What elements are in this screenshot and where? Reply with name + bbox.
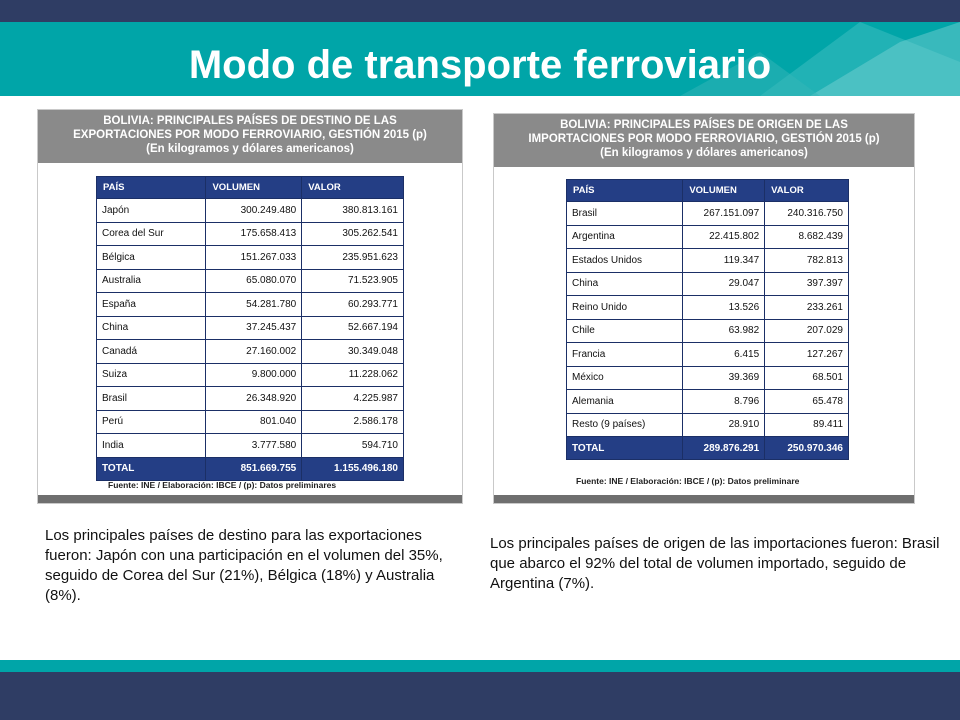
country-cell: Francia bbox=[567, 343, 683, 367]
country-cell: Australia bbox=[97, 269, 206, 293]
total-label: TOTAL bbox=[97, 457, 206, 480]
value-cell: 60.293.771 bbox=[302, 293, 404, 317]
total-value: 250.970.346 bbox=[765, 437, 849, 460]
import-table-heading bbox=[494, 114, 914, 167]
column-header: VOLUMEN bbox=[206, 177, 302, 199]
volume-cell: 267.151.097 bbox=[683, 202, 765, 226]
volume-cell: 28.910 bbox=[683, 413, 765, 437]
heading-line: BOLIVIA: PRINCIPALES PAÍSES DE ORIGEN DE LAS bbox=[560, 119, 848, 131]
volume-cell: 37.245.437 bbox=[206, 316, 302, 340]
export-table-heading bbox=[38, 110, 462, 163]
total-volume: 289.876.291 bbox=[683, 437, 765, 460]
export-summary-text: Los principales países de destino para las exportaciones fueron: Japón con una participación en el volumen del 35%, seguido de Corea del Sur (21%), Bélgica (18%) y Australia (8%). bbox=[45, 527, 443, 604]
table-row bbox=[97, 222, 404, 246]
panel-footer-bar bbox=[38, 495, 462, 503]
table-row bbox=[97, 269, 404, 293]
value-cell: 397.397 bbox=[765, 272, 849, 296]
table-header-row bbox=[97, 177, 404, 199]
table-row bbox=[567, 390, 849, 414]
heading-line: IMPORTACIONES POR MODO FERROVIARIO, GESTIÓN 2015 (p) bbox=[528, 133, 880, 145]
country-cell: Estados Unidos bbox=[567, 249, 683, 273]
country-cell: Suiza bbox=[97, 363, 206, 387]
table-row bbox=[567, 413, 849, 437]
country-cell: México bbox=[567, 366, 683, 390]
country-cell: Argentina bbox=[567, 225, 683, 249]
top-band bbox=[0, 0, 960, 22]
import-table-panel bbox=[493, 113, 915, 504]
table-row bbox=[97, 434, 404, 458]
volume-cell: 27.160.002 bbox=[206, 340, 302, 364]
bottom-teal-band bbox=[0, 660, 960, 672]
volume-cell: 175.658.413 bbox=[206, 222, 302, 246]
country-cell: Bélgica bbox=[97, 246, 206, 270]
column-header: VALOR bbox=[765, 180, 849, 202]
total-row bbox=[97, 457, 404, 480]
country-cell: Brasil bbox=[97, 387, 206, 411]
value-cell: 4.225.987 bbox=[302, 387, 404, 411]
heading-line: EXPORTACIONES POR MODO FERROVIARIO, GESTIÓN 2015 (p) bbox=[73, 129, 427, 141]
volume-cell: 3.777.580 bbox=[206, 434, 302, 458]
table-row bbox=[567, 202, 849, 226]
slide-title: Modo de transporte ferroviario bbox=[188, 43, 772, 87]
volume-cell: 22.415.802 bbox=[683, 225, 765, 249]
table-row bbox=[97, 199, 404, 223]
bottom-navy-band bbox=[0, 672, 960, 720]
value-cell: 380.813.161 bbox=[302, 199, 404, 223]
import-table-source: Fuente: INE / Elaboración: IBCE / (p): Datos preliminare bbox=[576, 476, 800, 486]
value-cell: 233.261 bbox=[765, 296, 849, 320]
country-cell: España bbox=[97, 293, 206, 317]
table-row bbox=[97, 363, 404, 387]
value-cell: 8.682.439 bbox=[765, 225, 849, 249]
country-cell: China bbox=[97, 316, 206, 340]
total-row bbox=[567, 437, 849, 460]
volume-cell: 8.796 bbox=[683, 390, 765, 414]
value-cell: 71.523.905 bbox=[302, 269, 404, 293]
country-cell: China bbox=[567, 272, 683, 296]
total-label: TOTAL bbox=[567, 437, 683, 460]
volume-cell: 151.267.033 bbox=[206, 246, 302, 270]
volume-cell: 65.080.070 bbox=[206, 269, 302, 293]
column-header: PAÍS bbox=[567, 180, 683, 202]
volume-cell: 300.249.480 bbox=[206, 199, 302, 223]
table-row bbox=[567, 225, 849, 249]
table-row bbox=[567, 249, 849, 273]
volume-cell: 6.415 bbox=[683, 343, 765, 367]
heading-line: BOLIVIA: PRINCIPALES PAÍSES DE DESTINO DE LAS bbox=[103, 115, 397, 127]
column-header: VOLUMEN bbox=[683, 180, 765, 202]
export-table-panel bbox=[37, 109, 463, 504]
value-cell: 240.316.750 bbox=[765, 202, 849, 226]
value-cell: 11.228.062 bbox=[302, 363, 404, 387]
heading-line: (En kilogramos y dólares americanos) bbox=[600, 147, 808, 159]
value-cell: 68.501 bbox=[765, 366, 849, 390]
country-cell: Resto (9 países) bbox=[567, 413, 683, 437]
value-cell: 594.710 bbox=[302, 434, 404, 458]
country-cell: Canadá bbox=[97, 340, 206, 364]
table-row bbox=[567, 366, 849, 390]
country-cell: Reino Unido bbox=[567, 296, 683, 320]
volume-cell: 801.040 bbox=[206, 410, 302, 434]
volume-cell: 39.369 bbox=[683, 366, 765, 390]
table-row bbox=[97, 246, 404, 270]
volume-cell: 29.047 bbox=[683, 272, 765, 296]
value-cell: 89.411 bbox=[765, 413, 849, 437]
value-cell: 207.029 bbox=[765, 319, 849, 343]
import-summary-text: Los principales países de origen de las importaciones fueron: Brasil que abarco el 92% del total de volumen importado, seguido de Argentina (7%). bbox=[490, 535, 940, 592]
heading-line: (En kilogramos y dólares americanos) bbox=[146, 143, 354, 155]
volume-cell: 119.347 bbox=[683, 249, 765, 273]
value-cell: 2.586.178 bbox=[302, 410, 404, 434]
import-table bbox=[566, 179, 849, 460]
value-cell: 52.667.194 bbox=[302, 316, 404, 340]
table-row bbox=[97, 340, 404, 364]
table-row bbox=[97, 410, 404, 434]
table-row bbox=[97, 293, 404, 317]
country-cell: Brasil bbox=[567, 202, 683, 226]
country-cell: Perú bbox=[97, 410, 206, 434]
country-cell: Japón bbox=[97, 199, 206, 223]
volume-cell: 9.800.000 bbox=[206, 363, 302, 387]
value-cell: 30.349.048 bbox=[302, 340, 404, 364]
export-table-source: Fuente: INE / Elaboración: IBCE / (p): Datos preliminares bbox=[108, 480, 337, 490]
total-value: 1.155.496.180 bbox=[302, 457, 404, 480]
value-cell: 127.267 bbox=[765, 343, 849, 367]
table-row bbox=[567, 272, 849, 296]
table-row bbox=[567, 296, 849, 320]
table-row bbox=[567, 319, 849, 343]
value-cell: 782.813 bbox=[765, 249, 849, 273]
column-header: VALOR bbox=[302, 177, 404, 199]
table-row bbox=[97, 316, 404, 340]
value-cell: 65.478 bbox=[765, 390, 849, 414]
table-row bbox=[567, 343, 849, 367]
table-row bbox=[97, 387, 404, 411]
total-volume: 851.669.755 bbox=[206, 457, 302, 480]
volume-cell: 26.348.920 bbox=[206, 387, 302, 411]
volume-cell: 13.526 bbox=[683, 296, 765, 320]
country-cell: Corea del Sur bbox=[97, 222, 206, 246]
table-header-row bbox=[567, 180, 849, 202]
value-cell: 305.262.541 bbox=[302, 222, 404, 246]
export-table bbox=[96, 176, 404, 481]
panel-footer-bar bbox=[494, 495, 914, 503]
value-cell: 235.951.623 bbox=[302, 246, 404, 270]
country-cell: Chile bbox=[567, 319, 683, 343]
country-cell: India bbox=[97, 434, 206, 458]
country-cell: Alemania bbox=[567, 390, 683, 414]
volume-cell: 54.281.780 bbox=[206, 293, 302, 317]
column-header: PAÍS bbox=[97, 177, 206, 199]
volume-cell: 63.982 bbox=[683, 319, 765, 343]
